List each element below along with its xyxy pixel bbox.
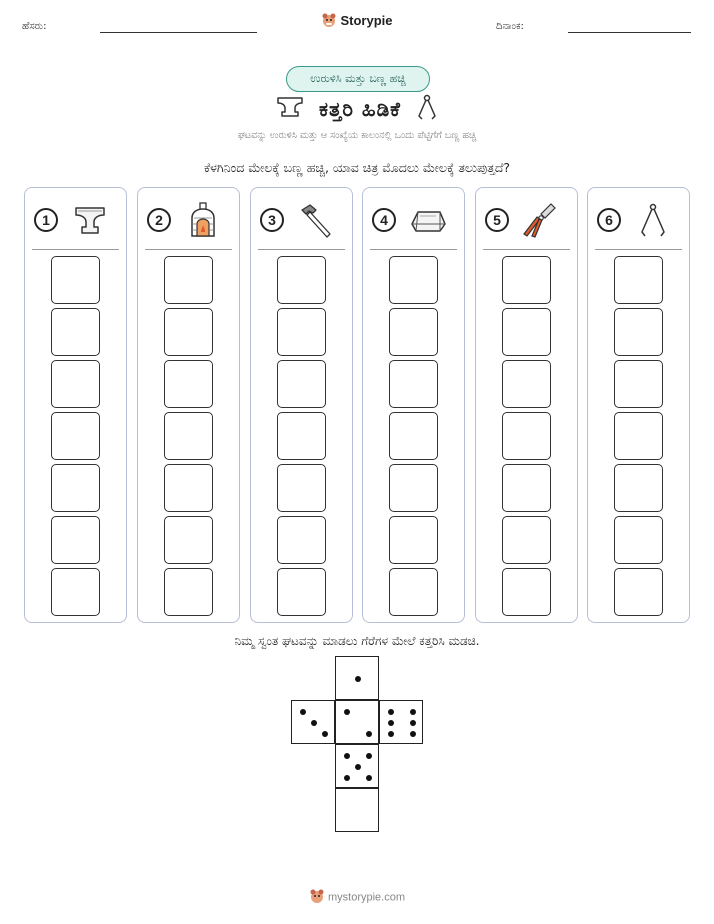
hammer-icon [296,202,336,238]
dice-pip [388,709,394,715]
dice-face-left [291,700,335,744]
column-3 [250,187,353,623]
color-box[interactable] [502,412,551,460]
column-header [138,200,239,240]
dice-pip [344,709,350,715]
color-box[interactable] [164,568,213,616]
brand-name: Storypie [340,12,393,28]
column-number: 6 [597,208,621,232]
pliers-icon [521,202,561,238]
furnace-icon [183,202,223,238]
color-box[interactable] [51,308,100,356]
color-box[interactable] [164,464,213,512]
dice-face-back [335,788,379,832]
color-box[interactable] [614,308,663,356]
dice-pip [366,753,372,759]
ingot-icon [408,202,448,238]
dice-pip [366,731,372,737]
color-box[interactable] [502,516,551,564]
dice-pip [410,709,416,715]
column-5 [475,187,578,623]
color-box[interactable] [614,412,663,460]
dice-face-top [335,656,379,700]
column-number: 4 [372,208,396,232]
storypie-mascot-icon [321,12,337,31]
color-box[interactable] [614,360,663,408]
column-separator [258,249,345,250]
color-box[interactable] [277,516,326,564]
category-pill: ಉರುಳಿಸಿ ಮತ್ತು ಬಣ್ಣ ಹಚ್ಚಿ [286,66,430,92]
color-box[interactable] [164,360,213,408]
color-box[interactable] [277,256,326,304]
dice-pip [355,764,361,770]
color-box[interactable] [389,256,438,304]
color-box[interactable] [389,412,438,460]
column-number: 2 [147,208,171,232]
color-box[interactable] [502,256,551,304]
dice-face-center [335,700,379,744]
tongs-icon [415,92,439,126]
name-line[interactable] [100,32,257,33]
color-box[interactable] [51,412,100,460]
footer-url: mystorypie.com [327,891,406,904]
column-separator [483,249,570,250]
dice-pip [344,753,350,759]
column-header [25,200,126,240]
color-box[interactable] [51,256,100,304]
color-box[interactable] [164,256,213,304]
dice-pip [410,720,416,726]
tongs-icon [633,202,673,238]
color-box[interactable] [277,464,326,512]
color-box[interactable] [389,516,438,564]
color-box[interactable] [51,516,100,564]
dice-pip [355,676,361,682]
dice-pip [322,731,328,737]
footer [0,888,714,907]
color-box[interactable] [389,360,438,408]
column-separator [145,249,232,250]
column-number: 5 [485,208,509,232]
column-4 [362,187,465,623]
color-box[interactable] [164,308,213,356]
color-box[interactable] [51,568,100,616]
dice-pip [388,731,394,737]
brand-logo [0,12,714,31]
anvil-icon [70,202,110,238]
dice-pip [388,720,394,726]
dice-pip [300,709,306,715]
color-box[interactable] [389,464,438,512]
title-row [0,94,714,124]
dice-pip [410,731,416,737]
column-separator [370,249,457,250]
column-1 [24,187,127,623]
color-box[interactable] [389,308,438,356]
anvil-icon [275,95,305,123]
dice-pip [344,775,350,781]
subtitle: ಘಟವನ್ನು ಉರುಳಿಸಿ ಮತ್ತು ಆ ಸಂಖ್ಯೆಯ ಕಾಲಂನಲ್ಲಿ ಒಂದು ಪೆಟ್ಟಿಗೆಗೆ ಬಣ್ಣ ಹಚ್ಚಿ [237,130,477,141]
column-2 [137,187,240,623]
column-header [251,200,352,240]
color-box[interactable] [164,516,213,564]
dice-face-right [379,700,423,744]
column-header [588,200,689,240]
color-box[interactable] [51,360,100,408]
dice-pip [366,775,372,781]
question: ಕೆಳಗಿನಿಂದ ಮೇಲಕ್ಕೆ ಬಣ್ಣ ಹಚ್ಚಿ, ಯಾವ ಚಿತ್ರ ಮೊದಲು ಮೇಲಕ್ಕೆ ತಲುಪುತ್ತದೆ? [203,160,511,175]
color-box[interactable] [389,568,438,616]
color-box[interactable] [614,568,663,616]
color-box[interactable] [277,568,326,616]
column-number: 3 [260,208,284,232]
page-title: ಕತ್ತರಿ ಹಿಡಿಕೆ [319,97,401,121]
color-box[interactable] [277,360,326,408]
date-label: ದಿನಾಂಕ: [496,21,524,32]
color-box[interactable] [614,256,663,304]
color-box[interactable] [614,464,663,512]
color-box[interactable] [51,464,100,512]
name-label: ಹೆಸರು: [22,21,47,32]
column-separator [32,249,119,250]
column-separator [595,249,682,250]
color-box[interactable] [502,464,551,512]
storypie-mascot-icon [309,888,325,907]
dice-instruction: ನಿಮ್ಮ ಸ್ವಂತ ಘಟವನ್ನು ಮಾಡಲು ಗೆರೆಗಳ ಮೇಲೆ ಕತ್ತರಿಸಿ ಮಡಚಿ. [234,634,480,648]
dice-pip [311,720,317,726]
column-header [476,200,577,240]
color-box[interactable] [502,568,551,616]
color-box[interactable] [502,308,551,356]
column-6 [587,187,690,623]
color-box[interactable] [277,308,326,356]
color-box[interactable] [614,516,663,564]
color-box[interactable] [277,412,326,460]
column-header [363,200,464,240]
color-box[interactable] [502,360,551,408]
date-line[interactable] [568,32,691,33]
dice-face-bottom [335,744,379,788]
color-box[interactable] [164,412,213,460]
column-number: 1 [34,208,58,232]
